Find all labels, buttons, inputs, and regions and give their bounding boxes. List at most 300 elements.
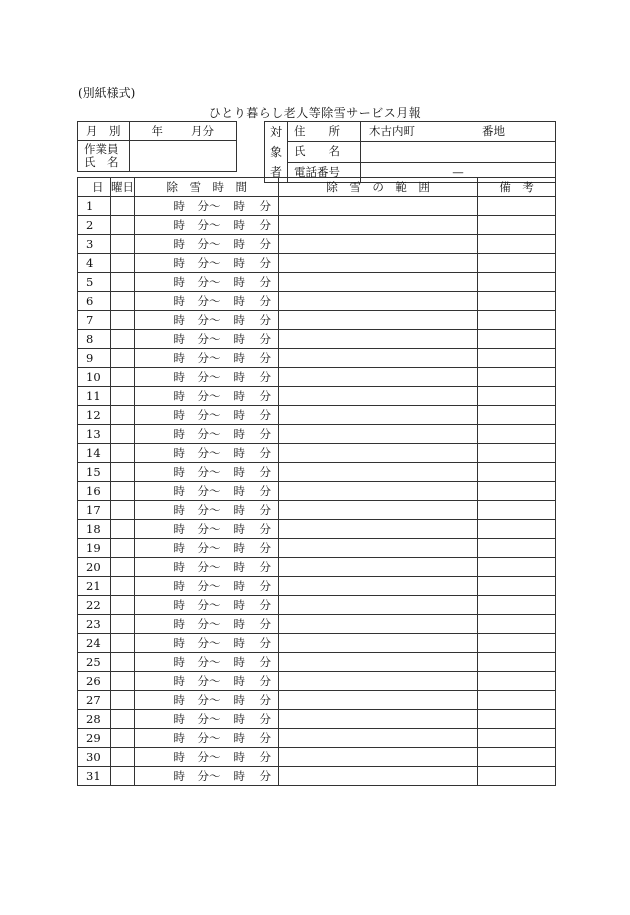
note-cell[interactable] xyxy=(478,539,556,558)
month-value-cell[interactable] xyxy=(129,122,237,141)
hour-end-unit: 時 xyxy=(233,218,245,232)
time-cell[interactable] xyxy=(135,330,279,349)
minute-end-unit: 分 xyxy=(259,427,271,441)
range-cell[interactable] xyxy=(279,406,478,425)
range-cell[interactable] xyxy=(279,596,478,615)
worker-label-2: 氏 名 xyxy=(84,155,119,169)
hour-start-unit: 時 xyxy=(173,218,185,232)
range-cell[interactable] xyxy=(279,729,478,748)
day-number: 29 xyxy=(78,729,111,748)
hour-end-unit: 時 xyxy=(233,370,245,384)
day-number: 17 xyxy=(78,501,111,520)
hour-end-unit: 時 xyxy=(233,237,245,251)
minute-end-unit: 分 xyxy=(259,579,271,593)
hour-start-unit: 時 xyxy=(173,199,185,213)
time-cell[interactable] xyxy=(135,216,279,235)
hour-end-unit: 時 xyxy=(233,446,245,460)
weekday-cell[interactable] xyxy=(110,311,135,330)
range-cell[interactable] xyxy=(279,691,478,710)
minute-start-unit: 分～ xyxy=(197,541,221,555)
time-cell[interactable] xyxy=(135,691,279,710)
minute-end-unit: 分 xyxy=(259,389,271,403)
monthly-report-table xyxy=(77,177,556,786)
hour-start-unit: 時 xyxy=(173,389,185,403)
hour-end-unit: 時 xyxy=(233,655,245,669)
range-cell[interactable] xyxy=(279,273,478,292)
minute-start-unit: 分～ xyxy=(197,275,221,289)
weekday-cell[interactable] xyxy=(110,349,135,368)
minute-end-unit: 分 xyxy=(259,674,271,688)
minute-start-unit: 分～ xyxy=(197,560,221,574)
form-label: (別紙様式) xyxy=(78,86,136,100)
table-row xyxy=(78,330,556,349)
note-cell[interactable] xyxy=(478,368,556,387)
table-row xyxy=(78,273,556,292)
day-number: 24 xyxy=(78,634,111,653)
range-cell[interactable] xyxy=(279,577,478,596)
note-cell[interactable] xyxy=(478,520,556,539)
note-cell[interactable] xyxy=(478,330,556,349)
minute-end-unit: 分 xyxy=(259,351,271,365)
page-title: ひとり暮らし老人等除雪サービス月報 xyxy=(208,106,422,120)
weekday-cell[interactable] xyxy=(110,273,135,292)
day-number: 31 xyxy=(78,767,111,786)
minute-end-unit: 分 xyxy=(259,769,271,783)
hour-end-unit: 時 xyxy=(233,712,245,726)
address-label: 住 所 xyxy=(294,124,340,139)
table-row xyxy=(78,444,556,463)
day-number: 9 xyxy=(78,349,111,368)
target-char-1: 対 xyxy=(269,125,282,139)
weekday-cell[interactable] xyxy=(110,539,135,558)
time-cell[interactable] xyxy=(135,425,279,444)
table-row xyxy=(78,482,556,501)
note-cell[interactable] xyxy=(478,615,556,634)
range-cell[interactable] xyxy=(279,311,478,330)
note-cell[interactable] xyxy=(478,748,556,767)
time-cell[interactable] xyxy=(135,197,279,216)
address-label-cell xyxy=(288,122,361,142)
hour-start-unit: 時 xyxy=(173,560,185,574)
table-row xyxy=(78,767,556,786)
minute-start-unit: 分～ xyxy=(197,674,221,688)
note-cell[interactable] xyxy=(478,273,556,292)
range-cell[interactable] xyxy=(279,539,478,558)
day-number: 12 xyxy=(78,406,111,425)
weekday-cell[interactable] xyxy=(110,368,135,387)
minute-end-unit: 分 xyxy=(259,750,271,764)
range-cell[interactable] xyxy=(279,710,478,729)
hour-start-unit: 時 xyxy=(173,256,185,270)
month-unit: 月分 xyxy=(191,123,214,138)
weekday-cell[interactable] xyxy=(110,691,135,710)
day-number: 16 xyxy=(78,482,111,501)
weekday-cell[interactable] xyxy=(110,672,135,691)
range-cell[interactable] xyxy=(279,672,478,691)
minute-start-unit: 分～ xyxy=(197,332,221,346)
hour-start-unit: 時 xyxy=(173,332,185,346)
table-row xyxy=(78,672,556,691)
time-cell[interactable] xyxy=(135,368,279,387)
time-cell[interactable] xyxy=(135,292,279,311)
name-label-cell xyxy=(288,142,361,162)
weekday-cell[interactable] xyxy=(110,596,135,615)
day-number: 8 xyxy=(78,330,111,349)
table-row xyxy=(78,292,556,311)
minute-end-unit: 分 xyxy=(259,560,271,574)
minute-start-unit: 分～ xyxy=(197,731,221,745)
weekday-cell[interactable] xyxy=(110,197,135,216)
note-cell[interactable] xyxy=(478,349,556,368)
day-number: 25 xyxy=(78,653,111,672)
range-cell[interactable] xyxy=(279,254,478,273)
day-number: 30 xyxy=(78,748,111,767)
minute-end-unit: 分 xyxy=(259,503,271,517)
range-cell[interactable] xyxy=(279,653,478,672)
hour-start-unit: 時 xyxy=(173,731,185,745)
table-row xyxy=(78,349,556,368)
minute-start-unit: 分～ xyxy=(197,693,221,707)
address-suffix: 番地 xyxy=(482,124,505,139)
weekday-cell[interactable] xyxy=(110,235,135,254)
hour-start-unit: 時 xyxy=(173,750,185,764)
minute-end-unit: 分 xyxy=(259,332,271,346)
note-cell[interactable] xyxy=(478,387,556,406)
col-header-time: 除 雪 時 間 xyxy=(135,178,279,197)
range-cell[interactable] xyxy=(279,216,478,235)
note-cell[interactable] xyxy=(478,653,556,672)
minute-start-unit: 分～ xyxy=(197,351,221,365)
range-cell[interactable] xyxy=(279,235,478,254)
weekday-cell[interactable] xyxy=(110,463,135,482)
note-cell[interactable] xyxy=(478,577,556,596)
name-label: 氏 名 xyxy=(294,144,340,159)
time-cell[interactable] xyxy=(135,501,279,520)
time-cell[interactable] xyxy=(135,596,279,615)
minute-start-unit: 分～ xyxy=(197,218,221,232)
report-rows xyxy=(78,197,556,786)
name-value-cell[interactable] xyxy=(361,142,556,162)
weekday-cell[interactable] xyxy=(110,520,135,539)
note-cell[interactable] xyxy=(478,729,556,748)
minute-end-unit: 分 xyxy=(259,465,271,479)
worker-name-cell[interactable] xyxy=(129,141,237,172)
day-number: 19 xyxy=(78,539,111,558)
note-cell[interactable] xyxy=(478,501,556,520)
range-cell[interactable] xyxy=(279,501,478,520)
table-row xyxy=(78,710,556,729)
note-cell[interactable] xyxy=(478,292,556,311)
minute-end-unit: 分 xyxy=(259,313,271,327)
note-cell[interactable] xyxy=(478,425,556,444)
time-cell[interactable] xyxy=(135,539,279,558)
weekday-cell[interactable] xyxy=(110,444,135,463)
time-cell[interactable] xyxy=(135,710,279,729)
minute-start-unit: 分～ xyxy=(197,370,221,384)
weekday-cell[interactable] xyxy=(110,577,135,596)
hour-end-unit: 時 xyxy=(233,199,245,213)
hour-start-unit: 時 xyxy=(173,503,185,517)
weekday-cell[interactable] xyxy=(110,406,135,425)
weekday-cell[interactable] xyxy=(110,767,135,786)
col-header-weekday: 曜日 xyxy=(110,178,135,197)
weekday-cell[interactable] xyxy=(110,292,135,311)
hour-start-unit: 時 xyxy=(173,712,185,726)
note-cell[interactable] xyxy=(478,691,556,710)
col-header-day: 日 xyxy=(78,178,111,197)
range-cell[interactable] xyxy=(279,615,478,634)
note-cell[interactable] xyxy=(478,444,556,463)
range-cell[interactable] xyxy=(279,558,478,577)
weekday-cell[interactable] xyxy=(110,653,135,672)
minute-end-unit: 分 xyxy=(259,237,271,251)
minute-start-unit: 分～ xyxy=(197,484,221,498)
day-number: 11 xyxy=(78,387,111,406)
weekday-cell[interactable] xyxy=(110,615,135,634)
hour-start-unit: 時 xyxy=(173,769,185,783)
table-row xyxy=(78,615,556,634)
hour-start-unit: 時 xyxy=(173,465,185,479)
note-cell[interactable] xyxy=(478,482,556,501)
worker-label-cell xyxy=(78,141,130,172)
note-cell[interactable] xyxy=(478,634,556,653)
time-cell[interactable] xyxy=(135,311,279,330)
time-cell[interactable] xyxy=(135,748,279,767)
minute-end-unit: 分 xyxy=(259,446,271,460)
time-cell[interactable] xyxy=(135,615,279,634)
time-cell[interactable] xyxy=(135,653,279,672)
hour-end-unit: 時 xyxy=(233,693,245,707)
time-cell[interactable] xyxy=(135,558,279,577)
hour-start-unit: 時 xyxy=(173,541,185,555)
table-row xyxy=(78,539,556,558)
range-cell[interactable] xyxy=(279,482,478,501)
note-cell[interactable] xyxy=(478,672,556,691)
hour-start-unit: 時 xyxy=(173,617,185,631)
minute-start-unit: 分～ xyxy=(197,503,221,517)
day-number: 23 xyxy=(78,615,111,634)
range-cell[interactable] xyxy=(279,634,478,653)
worker-label-1: 作業員 xyxy=(84,142,119,156)
table-row xyxy=(78,577,556,596)
range-cell[interactable] xyxy=(279,292,478,311)
range-cell[interactable] xyxy=(279,330,478,349)
table-row xyxy=(78,425,556,444)
time-cell[interactable] xyxy=(135,767,279,786)
hour-start-unit: 時 xyxy=(173,427,185,441)
range-cell[interactable] xyxy=(279,197,478,216)
day-number: 15 xyxy=(78,463,111,482)
day-number: 3 xyxy=(78,235,111,254)
time-cell[interactable] xyxy=(135,349,279,368)
day-number: 1 xyxy=(78,197,111,216)
minute-start-unit: 分～ xyxy=(197,237,221,251)
day-number: 6 xyxy=(78,292,111,311)
hour-end-unit: 時 xyxy=(233,522,245,536)
minute-start-unit: 分～ xyxy=(197,446,221,460)
note-cell[interactable] xyxy=(478,406,556,425)
hour-start-unit: 時 xyxy=(173,598,185,612)
minute-end-unit: 分 xyxy=(259,712,271,726)
range-cell[interactable] xyxy=(279,368,478,387)
time-cell[interactable] xyxy=(135,577,279,596)
minute-start-unit: 分～ xyxy=(197,256,221,270)
hour-end-unit: 時 xyxy=(233,427,245,441)
hour-end-unit: 時 xyxy=(233,275,245,289)
note-cell[interactable] xyxy=(478,235,556,254)
hour-end-unit: 時 xyxy=(233,731,245,745)
hour-start-unit: 時 xyxy=(173,408,185,422)
address-value-cell[interactable] xyxy=(361,122,556,142)
time-cell[interactable] xyxy=(135,520,279,539)
hour-end-unit: 時 xyxy=(233,484,245,498)
header-right-table xyxy=(264,121,556,183)
minute-start-unit: 分～ xyxy=(197,598,221,612)
table-row xyxy=(78,235,556,254)
hour-end-unit: 時 xyxy=(233,332,245,346)
note-cell[interactable] xyxy=(478,216,556,235)
range-cell[interactable] xyxy=(279,767,478,786)
table-row xyxy=(78,520,556,539)
hour-start-unit: 時 xyxy=(173,446,185,460)
day-number: 18 xyxy=(78,520,111,539)
minute-start-unit: 分～ xyxy=(197,750,221,764)
time-cell[interactable] xyxy=(135,634,279,653)
minute-end-unit: 分 xyxy=(259,484,271,498)
note-cell[interactable] xyxy=(478,197,556,216)
weekday-cell[interactable] xyxy=(110,558,135,577)
day-number: 2 xyxy=(78,216,111,235)
weekday-cell[interactable] xyxy=(110,425,135,444)
note-cell[interactable] xyxy=(478,767,556,786)
time-cell[interactable] xyxy=(135,235,279,254)
hour-start-unit: 時 xyxy=(173,693,185,707)
table-row xyxy=(78,558,556,577)
table-row xyxy=(78,729,556,748)
range-cell[interactable] xyxy=(279,748,478,767)
weekday-cell[interactable] xyxy=(110,729,135,748)
table-row xyxy=(78,634,556,653)
hour-end-unit: 時 xyxy=(233,541,245,555)
hour-start-unit: 時 xyxy=(173,655,185,669)
table-row xyxy=(78,748,556,767)
table-row xyxy=(78,216,556,235)
weekday-cell[interactable] xyxy=(110,748,135,767)
time-cell[interactable] xyxy=(135,672,279,691)
note-cell[interactable] xyxy=(478,710,556,729)
minute-end-unit: 分 xyxy=(259,693,271,707)
hour-end-unit: 時 xyxy=(233,579,245,593)
hour-start-unit: 時 xyxy=(173,294,185,308)
hour-end-unit: 時 xyxy=(233,636,245,650)
range-cell[interactable] xyxy=(279,387,478,406)
day-number: 20 xyxy=(78,558,111,577)
hour-start-unit: 時 xyxy=(173,351,185,365)
minute-end-unit: 分 xyxy=(259,655,271,669)
hour-end-unit: 時 xyxy=(233,617,245,631)
minute-end-unit: 分 xyxy=(259,256,271,270)
day-number: 21 xyxy=(78,577,111,596)
minute-start-unit: 分～ xyxy=(197,389,221,403)
hour-end-unit: 時 xyxy=(233,503,245,517)
header-left-table xyxy=(77,121,237,172)
time-cell[interactable] xyxy=(135,482,279,501)
hour-start-unit: 時 xyxy=(173,636,185,650)
table-row xyxy=(78,197,556,216)
weekday-cell[interactable] xyxy=(110,254,135,273)
table-row xyxy=(78,463,556,482)
minute-start-unit: 分～ xyxy=(197,313,221,327)
minute-start-unit: 分～ xyxy=(197,427,221,441)
time-cell[interactable] xyxy=(135,463,279,482)
table-row xyxy=(78,653,556,672)
note-cell[interactable] xyxy=(478,558,556,577)
col-header-note: 備 考 xyxy=(478,178,556,197)
weekday-cell[interactable] xyxy=(110,330,135,349)
day-number: 26 xyxy=(78,672,111,691)
weekday-cell[interactable] xyxy=(110,387,135,406)
hour-end-unit: 時 xyxy=(233,465,245,479)
hour-end-unit: 時 xyxy=(233,560,245,574)
note-cell[interactable] xyxy=(478,254,556,273)
day-number: 7 xyxy=(78,311,111,330)
range-cell[interactable] xyxy=(279,349,478,368)
range-cell[interactable] xyxy=(279,463,478,482)
time-cell[interactable] xyxy=(135,729,279,748)
note-cell[interactable] xyxy=(478,311,556,330)
range-cell[interactable] xyxy=(279,444,478,463)
day-number: 4 xyxy=(78,254,111,273)
hour-start-unit: 時 xyxy=(173,484,185,498)
minute-start-unit: 分～ xyxy=(197,769,221,783)
hour-start-unit: 時 xyxy=(173,579,185,593)
note-cell[interactable] xyxy=(478,596,556,615)
note-cell[interactable] xyxy=(478,463,556,482)
time-cell[interactable] xyxy=(135,444,279,463)
table-row xyxy=(78,691,556,710)
hour-end-unit: 時 xyxy=(233,598,245,612)
time-cell[interactable] xyxy=(135,387,279,406)
minute-end-unit: 分 xyxy=(259,731,271,745)
minute-end-unit: 分 xyxy=(259,218,271,232)
target-person-label xyxy=(265,122,288,183)
weekday-cell[interactable] xyxy=(110,710,135,729)
hour-end-unit: 時 xyxy=(233,351,245,365)
weekday-cell[interactable] xyxy=(110,482,135,501)
time-cell[interactable] xyxy=(135,406,279,425)
minute-end-unit: 分 xyxy=(259,617,271,631)
minute-start-unit: 分～ xyxy=(197,655,221,669)
weekday-cell[interactable] xyxy=(110,216,135,235)
range-cell[interactable] xyxy=(279,425,478,444)
table-row xyxy=(78,406,556,425)
time-cell[interactable] xyxy=(135,254,279,273)
range-cell[interactable] xyxy=(279,520,478,539)
day-number: 28 xyxy=(78,710,111,729)
table-row xyxy=(78,596,556,615)
minute-end-unit: 分 xyxy=(259,275,271,289)
weekday-cell[interactable] xyxy=(110,634,135,653)
minute-end-unit: 分 xyxy=(259,522,271,536)
weekday-cell[interactable] xyxy=(110,501,135,520)
time-cell[interactable] xyxy=(135,273,279,292)
minute-start-unit: 分～ xyxy=(197,408,221,422)
minute-start-unit: 分～ xyxy=(197,199,221,213)
minute-start-unit: 分～ xyxy=(197,294,221,308)
day-number: 13 xyxy=(78,425,111,444)
minute-end-unit: 分 xyxy=(259,370,271,384)
minute-end-unit: 分 xyxy=(259,541,271,555)
